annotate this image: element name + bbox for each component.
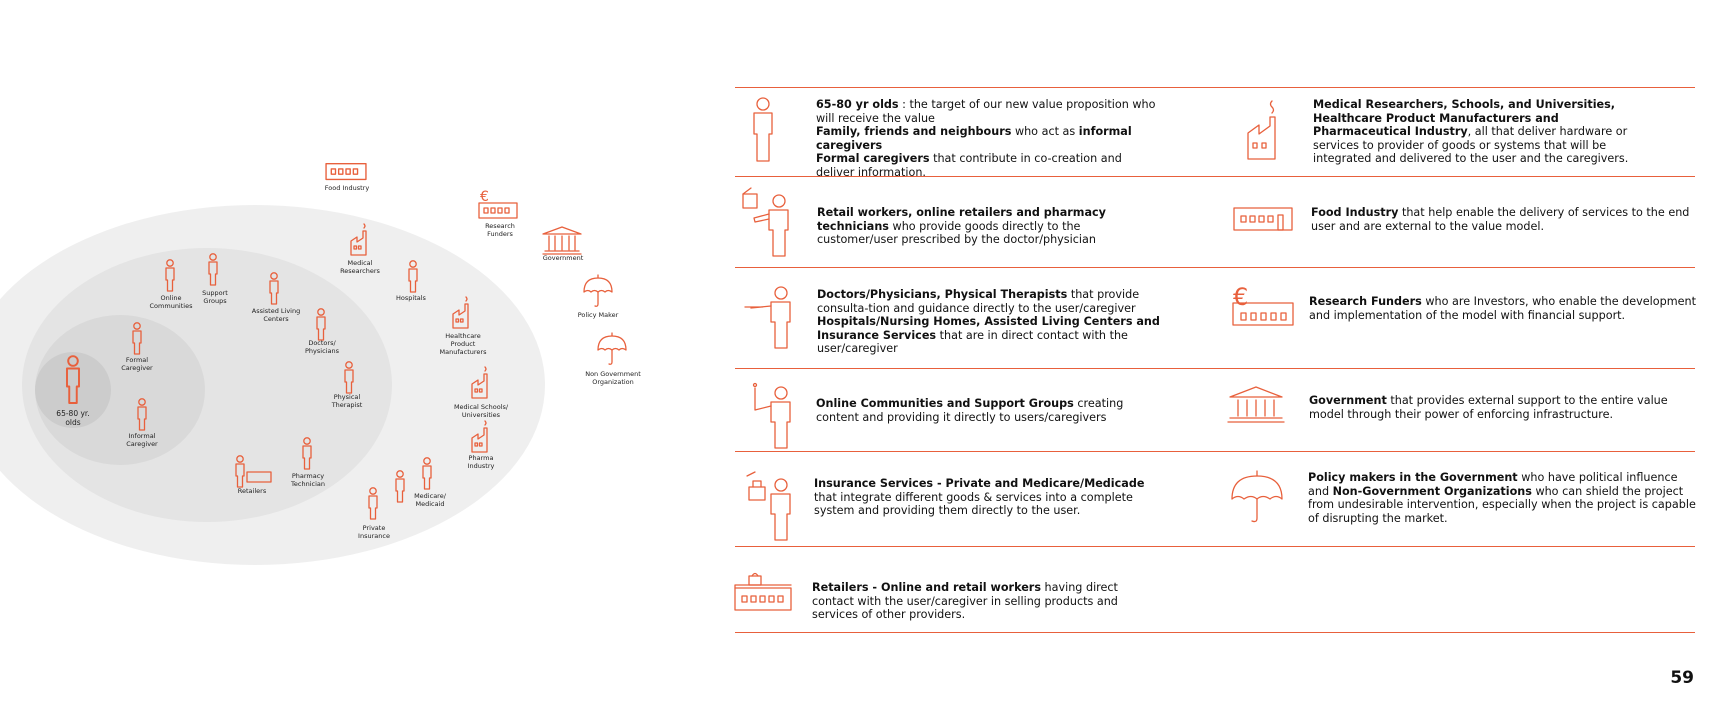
research-funders-icon (479, 203, 517, 218)
label-pharma: Pharma Industry (467, 454, 495, 470)
legend-right-row-2 (1309, 295, 1707, 322)
divider-3 (735, 368, 1695, 369)
label-formal-caregiver: Formal Caregiver (121, 356, 153, 372)
legend-paragraph (817, 315, 1162, 356)
label-informal-caregiver: Informal Caregiver (126, 432, 158, 448)
legend-euro-symbol: € (1233, 283, 1249, 311)
legend-factory-icon (1248, 101, 1275, 159)
label-online-communities: Online Communities (149, 294, 193, 310)
legend-paragraph (812, 581, 1157, 622)
legend-left-row-5 (812, 581, 1157, 622)
legend-left-row-1 (817, 206, 1162, 247)
legend-right-row-1 (1311, 206, 1703, 233)
legend-paragraph (816, 125, 1161, 152)
label-government: Government (542, 254, 584, 262)
legend-bold-text: informal caregivers (816, 125, 1132, 152)
divider-0 (735, 87, 1695, 88)
legend-text: who act as (1011, 125, 1079, 138)
label-hospitals: Hospitals (396, 294, 426, 302)
food-industry-icon (326, 164, 366, 180)
legend-left-row-2 (817, 288, 1162, 356)
legend-paragraph (1313, 98, 1653, 166)
legend-shop-icon (735, 574, 791, 611)
legend-left-row-3 (816, 397, 1161, 424)
legend-left-row-4 (814, 477, 1159, 518)
label-medicare: Medicare/ Medicaid (414, 492, 446, 508)
legend-person-serving-tray-icon (745, 287, 790, 348)
legend-food-industry-icon (1234, 208, 1292, 230)
legend-text: that integrate different goods & services into a complete system and providing them directly to the user. (814, 490, 1133, 517)
legend-bold-text: Hospitals/Nursing Homes, Assisted Living Centers and Insurance Services (817, 315, 1160, 342)
label-retailers: Retailers (237, 487, 267, 495)
label-medical-schools: Medical Schools/ Universities (453, 403, 509, 419)
legend-government-building-icon (1228, 387, 1284, 422)
page-number: 59 (1670, 668, 1694, 688)
legend-paragraph (814, 477, 1159, 518)
legend-text: that contribute in co-creation and deliver information. (816, 152, 1122, 179)
legend-text: who can shield the project from undesirable intervention, especially when the project is capable of disrupting the market. (1308, 484, 1696, 525)
legend-text: who are Investors, who enable the development and implementation of the model with financial support. (1309, 295, 1696, 322)
legend-left-row-0 (816, 98, 1161, 179)
legend-person-carrying-box-icon (743, 188, 788, 256)
label-core: 65-80 yr. olds (56, 409, 90, 427)
legend-text: having direct contact with the user/caregiver in selling products and services of other providers. (812, 581, 1118, 621)
label-food-industry: Food Industry (324, 184, 370, 192)
legend-bold-text: Medical Researchers, Schools, and Universities, Healthcare Product Manufacturers and Pharmaceutical Industry (1313, 98, 1616, 138)
legend-bold-text: Policy makers in the Government (1308, 471, 1518, 484)
label-assisted-living: Assisted Living Centers (251, 307, 301, 323)
divider-4 (735, 451, 1695, 452)
label-healthcare-manufacturers: Healthcare Product Manufacturers (439, 332, 487, 356)
legend-right-row-3 (1309, 394, 1701, 421)
label-pharmacy-technician: Pharmacy Technician (291, 472, 325, 488)
label-policy-maker: Policy Maker (577, 311, 619, 319)
label-private-insurance: Private Insurance (358, 524, 390, 540)
legend-bold-text: Formal caregivers (816, 152, 930, 165)
legend-paragraph (1311, 206, 1703, 233)
label-support-groups: Support Groups (202, 289, 228, 305)
legend-paragraph (1309, 295, 1707, 322)
legend-bold-text: 65-80 yr olds (816, 98, 899, 111)
divider-6 (735, 632, 1695, 633)
legend-bold-text: Food Industry (1311, 206, 1399, 219)
label-research-funders: Research Funders (485, 222, 515, 238)
legend-bold-text: Non-Government Organizations (1332, 484, 1532, 498)
divider-5 (735, 546, 1695, 547)
legend-paragraph (816, 152, 1161, 179)
legend-bold-text: Research Funders (1309, 295, 1422, 308)
legend-person-icon (754, 98, 772, 161)
legend-paragraph (1308, 471, 1700, 525)
legend-text: creating content and providing it directly to users/caregivers (816, 397, 1124, 424)
legend-umbrella-icon (1232, 471, 1282, 522)
legend-paragraph (816, 98, 1161, 125)
legend-person-with-antenna-icon (754, 384, 791, 449)
legend-euro-building-icon (1233, 303, 1293, 325)
policy-maker-icon (584, 275, 612, 306)
legend-right-row-0 (1313, 98, 1653, 166)
legend-paragraph (817, 206, 1162, 247)
euro-symbol: € (480, 189, 489, 205)
legend-paragraph (1309, 394, 1701, 421)
legend-person-with-basket-icon (747, 472, 790, 540)
legend-text: that provides external support to the entire value model through their power of enforcing infrastructure. (1309, 394, 1668, 421)
legend-bold-text: Family, friends and neighbours (816, 125, 1012, 138)
legend-right-row-4 (1308, 471, 1700, 525)
legend-paragraph (817, 288, 1162, 315)
legend-bold-text: Government (1309, 394, 1387, 407)
legend-bold-text: Insurance Services - Private and Medicare/Medicade (814, 477, 1145, 490)
legend-text: who have political influence and (1308, 471, 1678, 498)
legend-bold-text: Doctors/Physicians, Physical Therapists (817, 288, 1068, 301)
label-ngo: Non Government Organization (585, 370, 641, 386)
government-icon (543, 227, 581, 254)
legend-text: : the target of our new value proposition who will receive the value (816, 98, 1156, 125)
legend-bold-text: Online Communities and Support Groups (816, 397, 1074, 410)
legend-paragraph (816, 397, 1161, 424)
stakeholder-diagram (0, 0, 700, 710)
divider-2 (735, 267, 1695, 268)
legend-bold-text: Retail workers, online retailers and pharmacy technicians (817, 206, 1106, 233)
legend-bold-text: Retailers - Online and retail workers (812, 581, 1041, 594)
legend-text: that help enable the delivery of services to the end user and are external to the value model. (1311, 206, 1690, 233)
legend-text: , all that deliver hardware or services to provider of goods or systems that will be integrated and delivered to the user and the caregivers. (1313, 125, 1629, 165)
label-medical-researchers: Medical Researchers (340, 259, 380, 275)
label-physical-therapist: Physical Therapist (331, 393, 363, 409)
legend-text: who provide goods directly to the customer/user prescribed by the doctor/physician (817, 219, 1096, 246)
ngo-icon (598, 333, 626, 364)
label-doctors: Doctors/ Physicians (305, 339, 339, 355)
legend-text: that are in direct contact with the user/caregiver (817, 328, 1128, 355)
legend-text: that provide consulta-tion and guidance directly to the user/caregiver (817, 288, 1140, 315)
